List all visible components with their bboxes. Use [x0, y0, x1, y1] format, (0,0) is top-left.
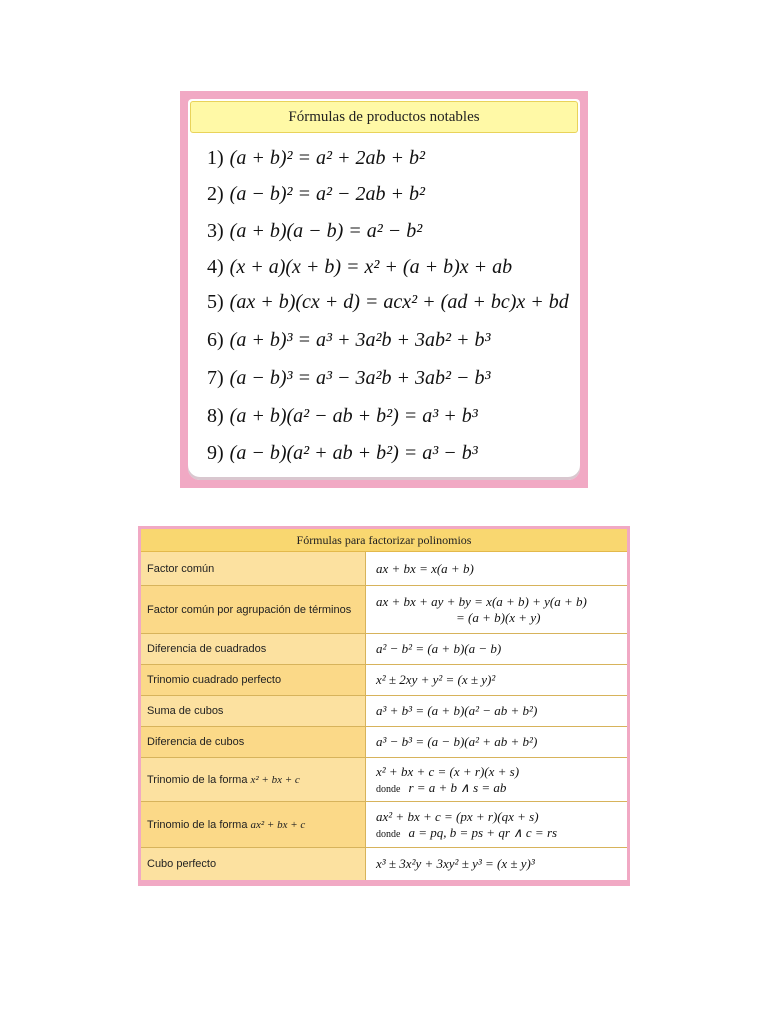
row-label: Cubo perfecto [141, 848, 366, 880]
row-label: Factor común [141, 552, 366, 585]
formula-5: 5) (ax + b)(cx + d) = acx² + (ad + bc)x + bd [207, 291, 569, 313]
row-formula: x² ± 2xy + y² = (x ± y)² [366, 665, 627, 695]
table-row [141, 802, 627, 848]
row-label: Trinomio de la forma x² + bx + c [141, 758, 366, 801]
productos-notables-card [180, 91, 588, 488]
row-label: Trinomio cuadrado perfecto [141, 665, 366, 695]
table-row [141, 665, 627, 696]
formula-8: 8) (a + b)(a² − ab + b²) = a³ + b³ [207, 405, 478, 427]
formula-7: 7) (a − b)³ = a³ − 3a²b + 3ab² − b³ [207, 367, 491, 389]
table-row [141, 586, 627, 634]
row-formula: ax + bx + ay + by = x(a + b) + y(a + b) = (a + b)(x + y) [366, 586, 627, 633]
row-formula: x³ ± 3x²y + 3xy² ± y³ = (x ± y)³ [366, 848, 627, 880]
row-label: Suma de cubos [141, 696, 366, 726]
formula-9: 9) (a − b)(a² + ab + b²) = a³ − b³ [207, 442, 478, 464]
row-formula: x² + bx + c = (x + r)(x + s) donde r = a + b ∧ s = ab [366, 758, 627, 801]
formula-2: 2) (a − b)² = a² − 2ab + b² [207, 183, 425, 205]
row-formula: a³ − b³ = (a − b)(a² + ab + b²) [366, 727, 627, 757]
formula-6: 6) (a + b)³ = a³ + 3a²b + 3ab² + b³ [207, 329, 491, 351]
formula-4: 4) (x + a)(x + b) = x² + (a + b)x + ab [207, 256, 513, 278]
row-label: Diferencia de cubos [141, 727, 366, 757]
table-row [141, 758, 627, 802]
row-formula: ax + bx = x(a + b) [366, 552, 627, 585]
table-row [141, 848, 627, 880]
row-formula: ax² + bx + c = (px + r)(qx + s) donde a = pq, b = ps + qr ∧ c = rs [366, 802, 627, 847]
formula-1: 1) (a + b)² = a² + 2ab + b² [207, 147, 425, 169]
row-label: Trinomio de la forma ax² + bx + c [141, 802, 366, 847]
table-row [141, 727, 627, 758]
table-row [141, 696, 627, 727]
factorizar-card [138, 526, 630, 886]
row-label: Factor común por agrupación de términos [141, 586, 366, 633]
table-row [141, 634, 627, 665]
productos-notables-title: Fórmulas de productos notables [190, 101, 578, 133]
factorizar-title: Fórmulas para factorizar polinomios [141, 529, 627, 552]
productos-notables-panel [188, 99, 580, 480]
row-formula: a² − b² = (a + b)(a − b) [366, 634, 627, 664]
table-row [141, 552, 627, 586]
formula-3: 3) (a + b)(a − b) = a² − b² [207, 220, 423, 242]
row-label: Diferencia de cuadrados [141, 634, 366, 664]
row-formula: a³ + b³ = (a + b)(a² − ab + b²) [366, 696, 627, 726]
factorizar-table [141, 529, 627, 880]
